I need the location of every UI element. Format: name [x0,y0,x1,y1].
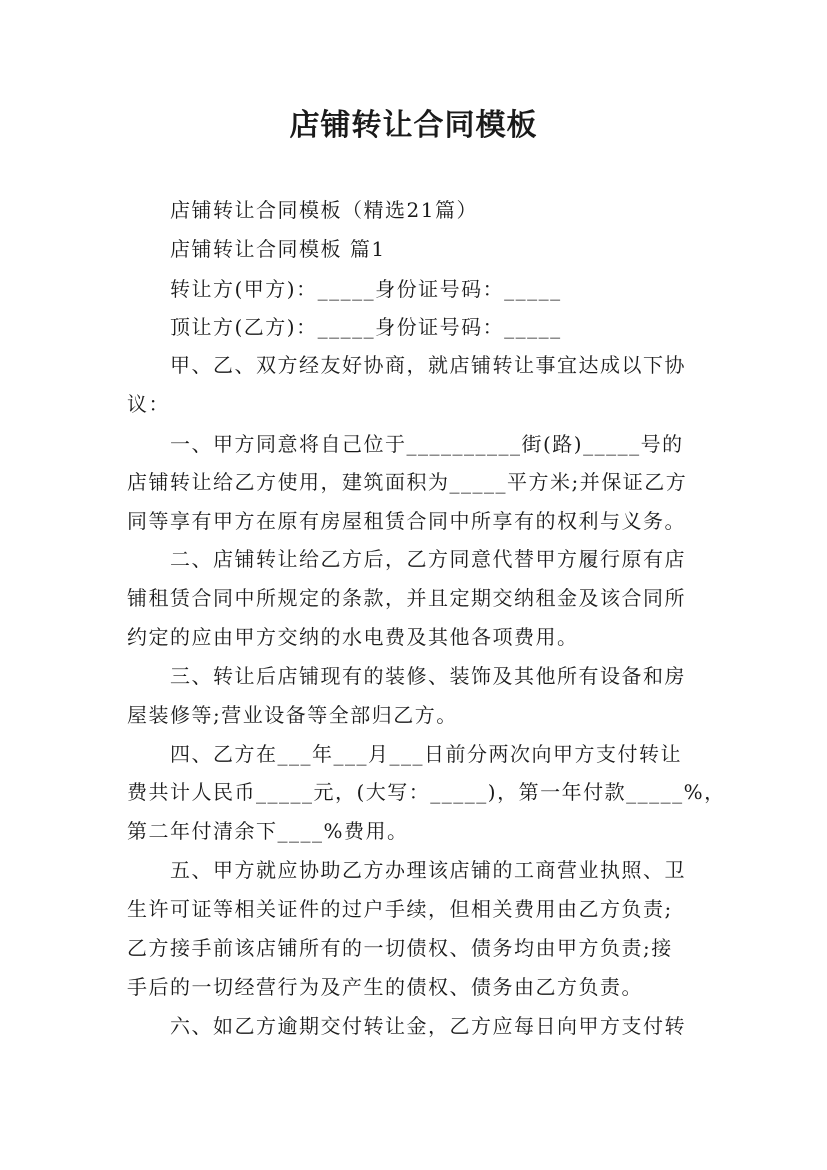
text-line: 六、如乙方逾期交付转让金，乙方应每日向甲方支付转 [127,1014,686,1038]
text-line: 甲、乙、双方经友好协商，就店铺转让事宜达成以下协 [127,353,686,377]
text-line: 约定的应由甲方交纳的水电费及其他各项费用。 [127,625,579,649]
text-line: 二、店铺转让给乙方后，乙方同意代替甲方履行原有店 [127,547,686,571]
text-line: 店铺转让给乙方使用，建筑面积为_____平方米;并保证乙方 [127,470,688,494]
text-line: 铺租赁合同中所规定的条款，并且定期交纳租金及该合同所 [127,586,686,610]
text-line: 费共计人民币_____元，(大写：_____)，第一年付款_____%， [127,780,726,804]
text-line: 一、甲方同意将自己位于__________街(路)_____号的 [127,432,684,456]
text-line: 转让方(甲方)：_____身份证号码：_____ [127,277,562,301]
text-line: 同等享有甲方在原有房屋租赁合同中所享有的权利与义务。 [127,509,686,533]
text-line: 店铺转让合同模板 篇1 [127,237,386,261]
text-line: 三、转让后店铺现有的装修、装饰及其他所有设备和房 [127,664,686,688]
text-line: 屋装修等;营业设备等全部归乙方。 [127,703,458,727]
text-line: 议： [127,392,170,416]
text-line: 手后的一切经营行为及产生的债权、债务由乙方负责。 [127,975,643,999]
text-line: 生许可证等相关证件的过户手续，但相关费用由乙方负责; [127,897,673,921]
document-title: 店铺转让合同模板 [289,108,538,143]
text-line: 乙方接手前该店铺所有的一切债权、债务均由甲方负责;接 [127,936,673,960]
text-line: 第二年付清余下____%费用。 [127,819,409,843]
text-line: 顶让方(乙方)：_____身份证号码：_____ [127,315,562,339]
text-line: 五、甲方就应协助乙方办理该店铺的工商营业执照、卫 [127,858,686,882]
text-line: 店铺转让合同模板（精选21篇） [127,198,478,222]
text-line: 四、乙方在___年___月___日前分两次向甲方支付转让 [127,742,682,766]
